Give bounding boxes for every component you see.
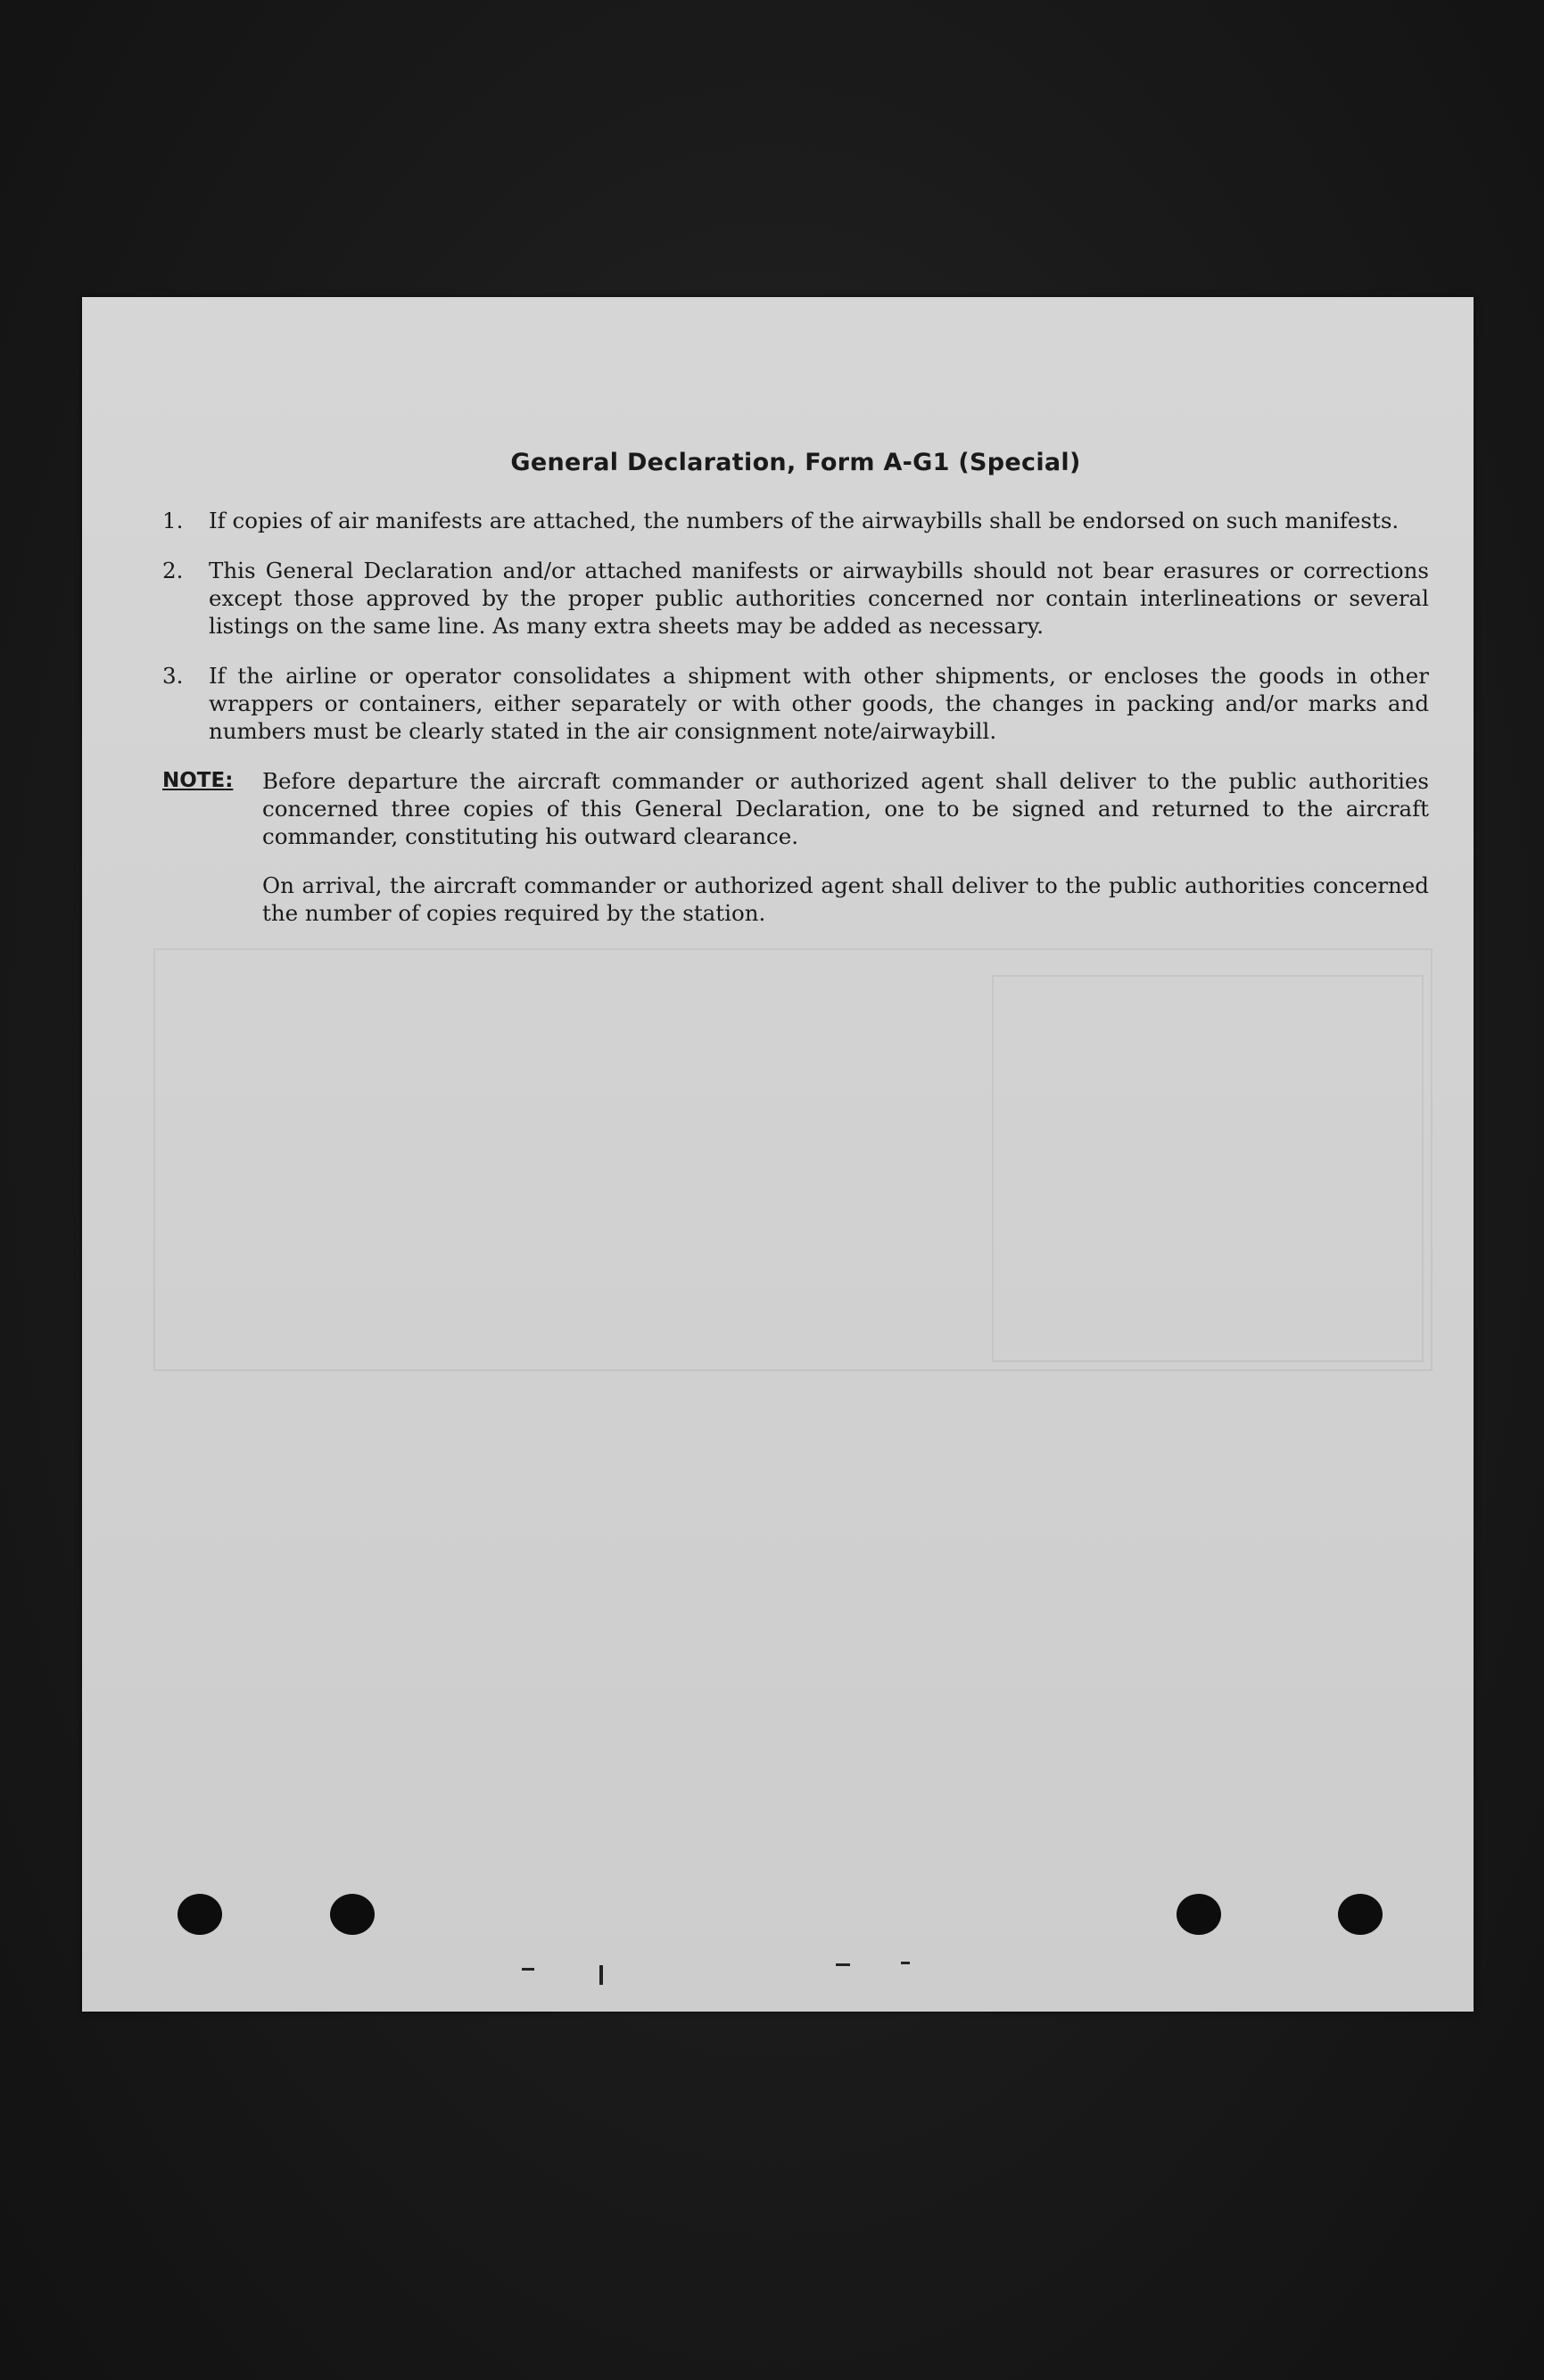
item-number: 3. (162, 663, 184, 689)
instruction-item (162, 662, 1429, 745)
instruction-item (162, 557, 1429, 640)
show-through-box (992, 975, 1424, 1362)
item-text: This General Declaration and/or attached manifests or airwaybills should not bear erasures or corrections except those approved by the proper public authorities concerned nor contain interlineations or several listings on the same line. As many extra sheets may be added as necessary. (209, 558, 1429, 639)
note-paragraph: On arrival, the aircraft commander or authorized agent shall deliver to the public authorities concerned the number of copies required by the station. (262, 872, 1429, 926)
item-text: If copies of air manifests are attached, the numbers of the airwaybills shall be endorsed on such manifests. (209, 508, 1400, 533)
punch-hole (1338, 1894, 1383, 1935)
document-page (82, 297, 1474, 2012)
scan-speck (836, 1963, 850, 1966)
item-number: 1. (162, 508, 184, 533)
note-label: NOTE: (162, 769, 234, 792)
scan-speck (522, 1968, 534, 1971)
punch-hole (178, 1894, 222, 1935)
document-title: General Declaration, Form A-G1 (Special) (510, 449, 1081, 476)
scan-speck (901, 1962, 910, 1964)
declaration-content (162, 449, 1429, 948)
instruction-item (162, 507, 1429, 534)
punch-hole (1177, 1894, 1221, 1935)
note-body (262, 767, 1429, 948)
note-paragraph: Before departure the aircraft commander or authorized agent shall deliver to the public authorities concerned three copies of this General Declaration, one to be signed and returned to the aircraft commander, constituting his outward clearance. (262, 768, 1429, 849)
note-section (162, 767, 1429, 948)
item-text: If the airline or operator consolidates a shipment with other shipments, or encloses the goods in other wrappers or containers, either separately or with other goods, the changes in packing and/or marks and numbers must be clearly stated in the air consignment note/airwaybill. (209, 663, 1429, 744)
item-number: 2. (162, 558, 184, 583)
scan-speck (599, 1965, 603, 1985)
punch-hole (330, 1894, 375, 1935)
